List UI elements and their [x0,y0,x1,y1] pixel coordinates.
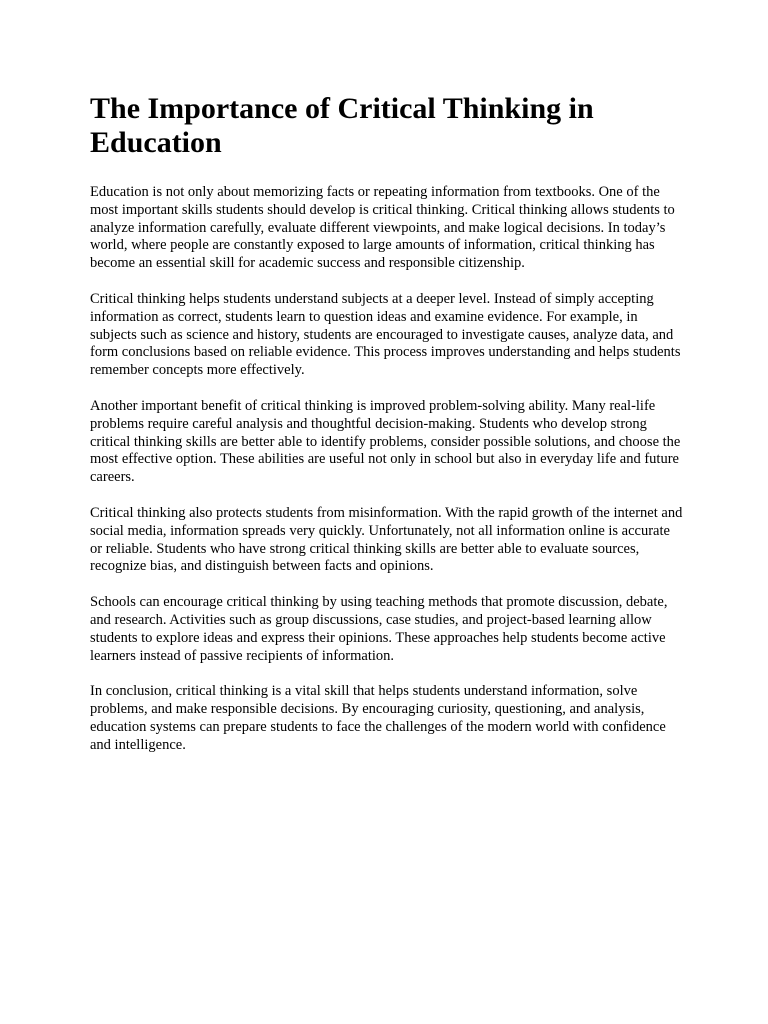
paragraph-teaching-methods: Schools can encourage critical thinking by using teaching methods that promote discussion, debate, and research. Activities such as group discussions, case studies, and project-based learning allow students to explore ideas and express their opinions. These approaches help students become active learners instead of passive recipients of information. [90,594,668,664]
paragraph-problem-solving: Another important benefit of critical thinking is improved problem-solving ability. Many real-life problems require careful analysis and thoughtful decision-making. Students who develop strong critical thinking skills are better able to identify problems, consider possible solutions, and choose the most effective option. These abilities are useful not only in school but also in everyday life and future careers. [90,397,681,486]
document-body [90,92,685,773]
paragraph-conclusion: In conclusion, critical thinking is a vital skill that helps students understand information, solve problems, and make responsible decisions. By encouraging curiosity, questioning, and analysis, education systems can prepare students to face the challenges of the modern world with confidence and intelligence. [90,683,666,753]
document-title: The Importance of Critical Thinking in Education [90,92,594,159]
paragraph-deeper-understanding: Critical thinking helps students understand subjects at a deeper level. Instead of simply accepting information as correct, students learn to question ideas and examine evidence. For example, in subjects such as science and history, students are encouraged to investigate causes, analyze data, and form conclusions based on reliable evidence. This process improves understanding and helps students remember concepts more effectively. [90,290,681,379]
paragraph-introduction: Education is not only about memorizing facts or repeating information from textbooks. One of the most important skills students should develop is critical thinking. Critical thinking allows students to analyze information carefully, evaluate different viewpoints, and make logical decisions. In today’s world, where people are constantly exposed to large amounts of information, critical thinking has become an essential skill for academic success and responsible citizenship. [90,184,675,272]
paragraph-misinformation: Critical thinking also protects students from misinformation. With the rapid growth of the internet and social media, information spreads very quickly. Unfortunately, not all information online is accurate or reliable. Students who have strong critical thinking skills are better able to evaluate sources, recognize bias, and distinguish between facts and opinions. [90,504,683,575]
